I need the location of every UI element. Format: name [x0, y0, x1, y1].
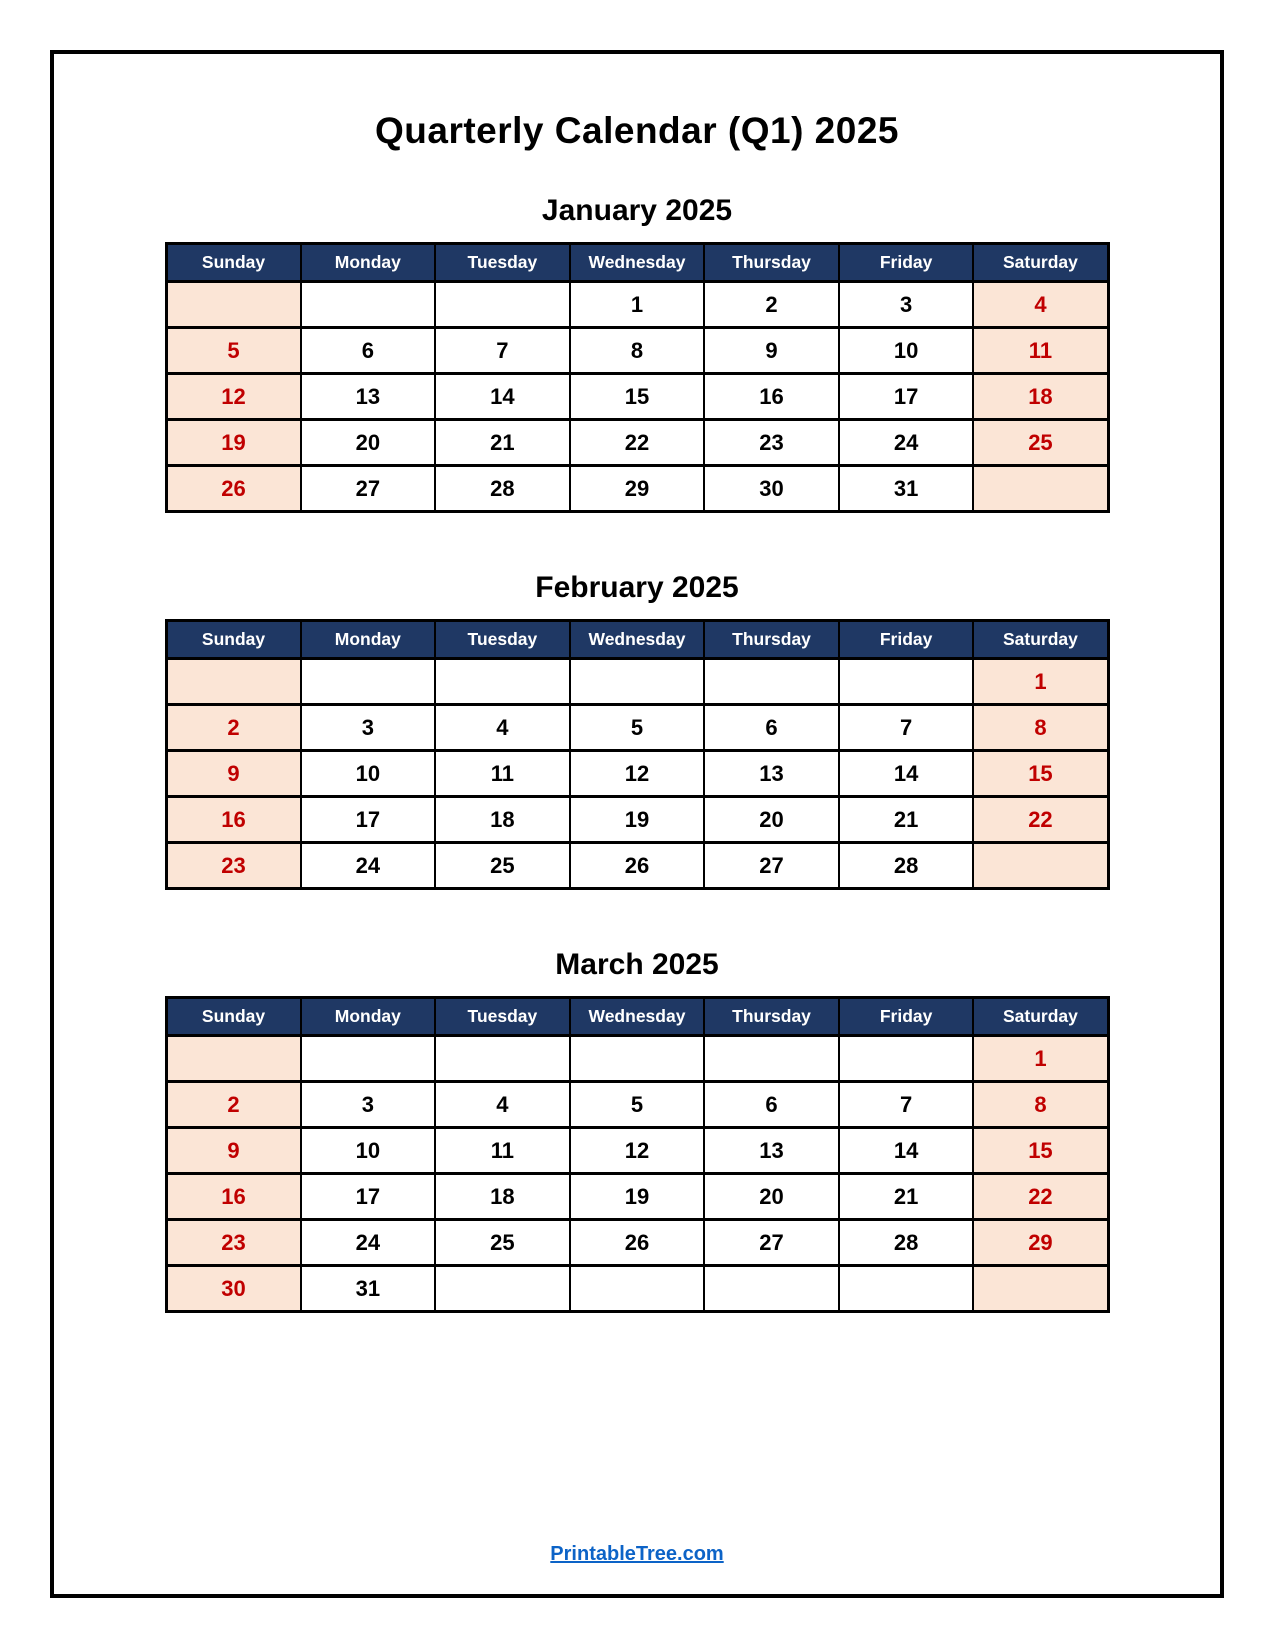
day-cell-2: 2	[166, 705, 301, 751]
page-border-frame	[50, 50, 1224, 1598]
day-cell-23: 23	[166, 1220, 301, 1266]
day-cell-14: 14	[435, 374, 570, 420]
day-cell-18: 18	[435, 1174, 570, 1220]
calendar-table-february	[165, 619, 1110, 890]
day-cell-9: 9	[166, 1128, 301, 1174]
day-cell-21: 21	[435, 420, 570, 466]
calendar-table-march	[165, 996, 1110, 1313]
day-cell-21: 21	[839, 797, 974, 843]
day-cell-10: 10	[301, 751, 436, 797]
day-cell-5: 5	[166, 328, 301, 374]
day-cell-4: 4	[435, 705, 570, 751]
weekday-header-saturday: Saturday	[973, 244, 1108, 282]
day-cell-6: 6	[704, 1082, 839, 1128]
day-cell-empty	[166, 282, 301, 328]
week-row	[166, 1036, 1108, 1082]
day-cell-empty	[704, 659, 839, 705]
day-cell-26: 26	[570, 1220, 705, 1266]
day-cell-13: 13	[704, 1128, 839, 1174]
day-cell-27: 27	[704, 1220, 839, 1266]
day-cell-27: 27	[301, 466, 436, 512]
day-cell-7: 7	[839, 705, 974, 751]
day-cell-empty	[435, 282, 570, 328]
footer	[54, 1543, 1220, 1566]
weekday-header-monday: Monday	[301, 998, 436, 1036]
day-cell-empty	[973, 843, 1108, 889]
day-cell-12: 12	[570, 751, 705, 797]
week-row	[166, 328, 1108, 374]
day-cell-29: 29	[973, 1220, 1108, 1266]
week-row	[166, 374, 1108, 420]
day-cell-empty	[570, 659, 705, 705]
day-cell-8: 8	[570, 328, 705, 374]
day-cell-empty	[435, 1266, 570, 1312]
day-cell-28: 28	[435, 466, 570, 512]
day-cell-22: 22	[973, 1174, 1108, 1220]
day-cell-19: 19	[570, 1174, 705, 1220]
day-cell-3: 3	[301, 1082, 436, 1128]
day-cell-25: 25	[435, 1220, 570, 1266]
weekday-header-friday: Friday	[839, 998, 974, 1036]
weekday-header-tuesday: Tuesday	[435, 998, 570, 1036]
day-cell-empty	[166, 659, 301, 705]
day-cell-empty	[839, 1036, 974, 1082]
week-row	[166, 843, 1108, 889]
day-cell-empty	[839, 659, 974, 705]
week-row	[166, 1174, 1108, 1220]
day-cell-empty	[570, 1036, 705, 1082]
day-cell-2: 2	[166, 1082, 301, 1128]
day-cell-11: 11	[435, 1128, 570, 1174]
day-cell-4: 4	[973, 282, 1108, 328]
week-row	[166, 1128, 1108, 1174]
day-cell-25: 25	[973, 420, 1108, 466]
week-row	[166, 705, 1108, 751]
day-cell-7: 7	[839, 1082, 974, 1128]
day-cell-30: 30	[166, 1266, 301, 1312]
day-cell-17: 17	[301, 1174, 436, 1220]
week-row	[166, 797, 1108, 843]
day-cell-25: 25	[435, 843, 570, 889]
day-cell-1: 1	[973, 1036, 1108, 1082]
day-cell-14: 14	[839, 1128, 974, 1174]
week-row	[166, 420, 1108, 466]
weekday-header-row	[166, 621, 1108, 659]
day-cell-5: 5	[570, 1082, 705, 1128]
day-cell-empty	[435, 1036, 570, 1082]
day-cell-23: 23	[704, 420, 839, 466]
weekday-header-tuesday: Tuesday	[435, 244, 570, 282]
day-cell-19: 19	[570, 797, 705, 843]
day-cell-11: 11	[435, 751, 570, 797]
week-row	[166, 1266, 1108, 1312]
weekday-header-wednesday: Wednesday	[570, 621, 705, 659]
day-cell-9: 9	[704, 328, 839, 374]
day-cell-10: 10	[301, 1128, 436, 1174]
day-cell-6: 6	[301, 328, 436, 374]
printabletree-link[interactable]: PrintableTree.com	[550, 1543, 724, 1565]
day-cell-24: 24	[301, 1220, 436, 1266]
day-cell-3: 3	[301, 705, 436, 751]
day-cell-23: 23	[166, 843, 301, 889]
weekday-header-wednesday: Wednesday	[570, 244, 705, 282]
day-cell-empty	[704, 1036, 839, 1082]
day-cell-22: 22	[570, 420, 705, 466]
weekday-header-wednesday: Wednesday	[570, 998, 705, 1036]
day-cell-16: 16	[166, 797, 301, 843]
day-cell-15: 15	[973, 1128, 1108, 1174]
day-cell-20: 20	[301, 420, 436, 466]
month-title-february: February 2025	[535, 571, 739, 604]
day-cell-5: 5	[570, 705, 705, 751]
weekday-header-saturday: Saturday	[973, 998, 1108, 1036]
week-row	[166, 282, 1108, 328]
day-cell-empty	[301, 282, 436, 328]
day-cell-18: 18	[435, 797, 570, 843]
weekday-header-sunday: Sunday	[166, 244, 301, 282]
day-cell-16: 16	[166, 1174, 301, 1220]
day-cell-empty	[973, 466, 1108, 512]
day-cell-31: 31	[301, 1266, 436, 1312]
month-section-january	[54, 194, 1220, 513]
weekday-header-thursday: Thursday	[704, 621, 839, 659]
day-cell-20: 20	[704, 1174, 839, 1220]
month-section-march	[54, 948, 1220, 1313]
weekday-header-saturday: Saturday	[973, 621, 1108, 659]
weekday-header-friday: Friday	[839, 621, 974, 659]
day-cell-13: 13	[301, 374, 436, 420]
day-cell-12: 12	[166, 374, 301, 420]
day-cell-13: 13	[704, 751, 839, 797]
day-cell-28: 28	[839, 1220, 974, 1266]
day-cell-empty	[704, 1266, 839, 1312]
day-cell-26: 26	[166, 466, 301, 512]
day-cell-19: 19	[166, 420, 301, 466]
day-cell-2: 2	[704, 282, 839, 328]
day-cell-14: 14	[839, 751, 974, 797]
weekday-header-monday: Monday	[301, 621, 436, 659]
day-cell-empty	[166, 1036, 301, 1082]
month-title-january: January 2025	[541, 194, 733, 227]
weekday-header-row	[166, 244, 1108, 282]
day-cell-16: 16	[704, 374, 839, 420]
day-cell-empty	[973, 1266, 1108, 1312]
month-title-march: March 2025	[555, 948, 719, 981]
day-cell-28: 28	[839, 843, 974, 889]
day-cell-15: 15	[570, 374, 705, 420]
day-cell-30: 30	[704, 466, 839, 512]
day-cell-17: 17	[301, 797, 436, 843]
day-cell-empty	[570, 1266, 705, 1312]
weekday-header-row	[166, 998, 1108, 1036]
day-cell-9: 9	[166, 751, 301, 797]
day-cell-10: 10	[839, 328, 974, 374]
day-cell-1: 1	[570, 282, 705, 328]
day-cell-3: 3	[839, 282, 974, 328]
week-row	[166, 659, 1108, 705]
day-cell-20: 20	[704, 797, 839, 843]
month-section-february	[54, 571, 1220, 890]
day-cell-26: 26	[570, 843, 705, 889]
day-cell-31: 31	[839, 466, 974, 512]
day-cell-17: 17	[839, 374, 974, 420]
day-cell-27: 27	[704, 843, 839, 889]
day-cell-empty	[435, 659, 570, 705]
week-row	[166, 466, 1108, 512]
day-cell-24: 24	[839, 420, 974, 466]
day-cell-1: 1	[973, 659, 1108, 705]
calendar-table-january	[165, 242, 1110, 513]
day-cell-8: 8	[973, 1082, 1108, 1128]
day-cell-11: 11	[973, 328, 1108, 374]
day-cell-29: 29	[570, 466, 705, 512]
day-cell-21: 21	[839, 1174, 974, 1220]
day-cell-12: 12	[570, 1128, 705, 1174]
week-row	[166, 751, 1108, 797]
weekday-header-monday: Monday	[301, 244, 436, 282]
week-row	[166, 1082, 1108, 1128]
weekday-header-tuesday: Tuesday	[435, 621, 570, 659]
page-title: Quarterly Calendar (Q1) 2025	[375, 110, 899, 151]
day-cell-empty	[301, 659, 436, 705]
day-cell-15: 15	[973, 751, 1108, 797]
day-cell-24: 24	[301, 843, 436, 889]
day-cell-empty	[839, 1266, 974, 1312]
day-cell-6: 6	[704, 705, 839, 751]
day-cell-empty	[301, 1036, 436, 1082]
day-cell-22: 22	[973, 797, 1108, 843]
weekday-header-friday: Friday	[839, 244, 974, 282]
day-cell-18: 18	[973, 374, 1108, 420]
weekday-header-sunday: Sunday	[166, 621, 301, 659]
day-cell-8: 8	[973, 705, 1108, 751]
day-cell-7: 7	[435, 328, 570, 374]
week-row	[166, 1220, 1108, 1266]
weekday-header-thursday: Thursday	[704, 244, 839, 282]
weekday-header-sunday: Sunday	[166, 998, 301, 1036]
weekday-header-thursday: Thursday	[704, 998, 839, 1036]
day-cell-4: 4	[435, 1082, 570, 1128]
